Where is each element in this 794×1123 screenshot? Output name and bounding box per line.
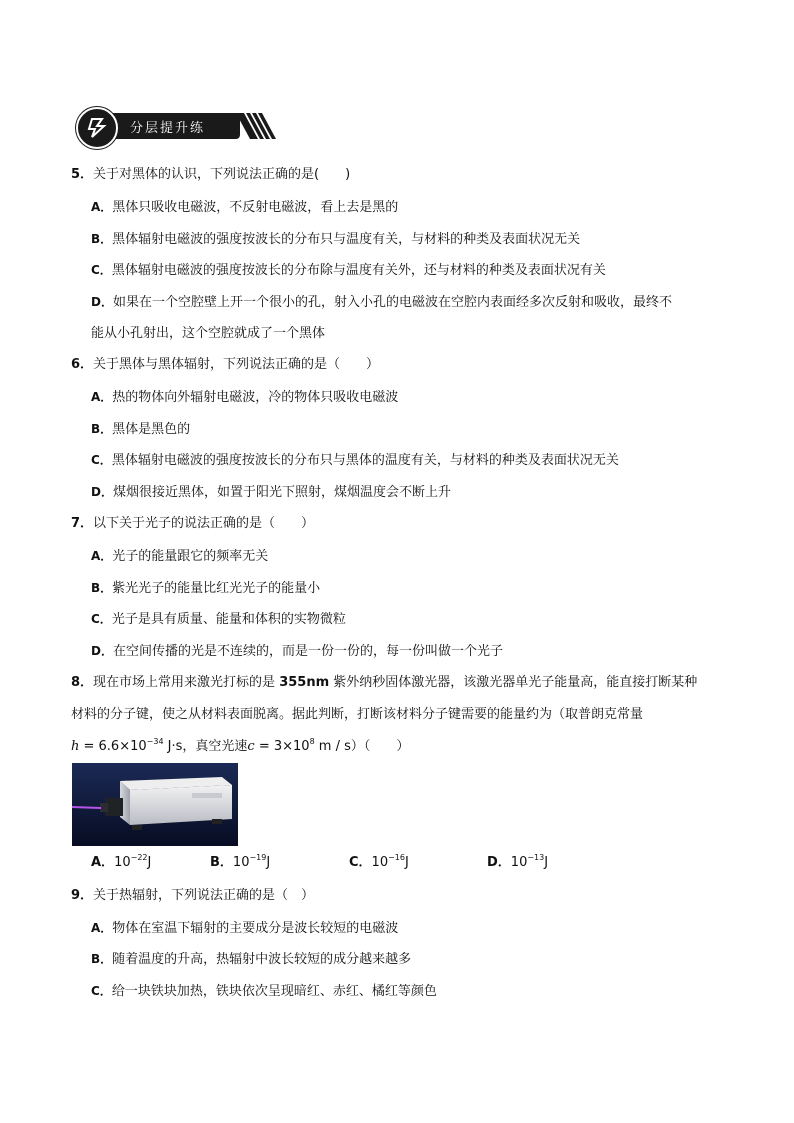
question-9-option-a: A．物体在室温下辐射的主要成分是波长较短的电磁波 (91, 921, 399, 936)
question-8-option-d: D．$10^{-13}J$ (487, 853, 549, 870)
question-8-option-c: C．$10^{-16}J$ (349, 853, 409, 870)
question-7-option-b: B．紫光光子的能量比红光光子的能量小 (91, 581, 321, 596)
laser-device-image (72, 763, 238, 846)
question-6-option-d: D．煤烟很接近黑体，如置于阳光下照射，煤烟温度会不断上升 (91, 485, 451, 500)
banner-logo-icon (76, 107, 118, 149)
question-8-option-b: B．$10^{-19}J$ (210, 853, 271, 870)
banner-title: 分层提升练 (130, 121, 206, 136)
question-9-stem: 9．关于热辐射，下列说法正确的是（ ） (71, 888, 315, 903)
question-5-option-d: D．如果在一个空腔壁上开一个很小的孔，射入小孔的电磁波在空腔内表面经多次反射和吸收，最终不 (91, 295, 672, 310)
question-6-option-b: B．黑体是黑色的 (91, 422, 191, 437)
question-8-stem-line1: 8．现在市场上常用来激光打标的是 355nm 紫外纳秒固体激光器，该激光器单光子能量高，能直接打断某种 (71, 675, 698, 690)
question-5-stem: 5．关于对黑体的认识，下列说法正确的是( ) (71, 167, 351, 182)
question-9-option-c: C．给一块铁块加热，铁块依次呈现暗红、赤红、橘红等颜色 (91, 984, 437, 999)
question-6-option-c: C．黑体辐射电磁波的强度按波长的分布只与黑体的温度有关，与材料的种类及表面状况无关 (91, 453, 619, 468)
question-6-option-a: A．热的物体向外辐射电磁波，冷的物体只吸收电磁波 (91, 390, 399, 405)
banner-stripes-decoration (236, 113, 276, 139)
question-7-stem: 7．以下关于光子的说法正确的是（ ） (71, 516, 315, 531)
section-banner (76, 107, 272, 145)
question-8-option-a: A．$10^{-22}J$ (91, 853, 152, 870)
question-8-stem-line2: 材料的分子键，使之从材料表面脱离。据此判断，打断该材料分子键需要的能量约为（取普朗克常量 (71, 707, 644, 722)
question-5-option-b: B．黑体辐射电磁波的强度按波长的分布只与温度有关，与材料的种类及表面状况无关 (91, 232, 581, 247)
question-7-option-d: D．在空间传播的光是不连续的，而是一份一份的，每一份叫做一个光子 (91, 644, 503, 659)
question-6-stem: 6．关于黑体与黑体辐射，下列说法正确的是（ ） (71, 357, 380, 372)
question-5-option-d-continued: 能从小孔射出，这个空腔就成了一个黑体 (91, 326, 326, 341)
question-7-option-a: A．光子的能量跟它的频率无关 (91, 549, 269, 564)
question-5-option-a: A．黑体只吸收电磁波，不反射电磁波，看上去是黑的 (91, 200, 399, 215)
question-8-stem-line3: $h = 6.6\times 10^{-34}$ J·s，真空光速$c = 3\times 10^8$ m / s）（ ） (71, 737, 410, 754)
question-5-option-c: C．黑体辐射电磁波的强度按波长的分布除与温度有关外，还与材料的种类及表面状况有关 (91, 263, 606, 278)
question-9-option-b: B．随着温度的升高，热辐射中波长较短的成分越来越多 (91, 952, 412, 967)
question-7-option-c: C．光子是具有质量、能量和体积的实物微粒 (91, 612, 346, 627)
